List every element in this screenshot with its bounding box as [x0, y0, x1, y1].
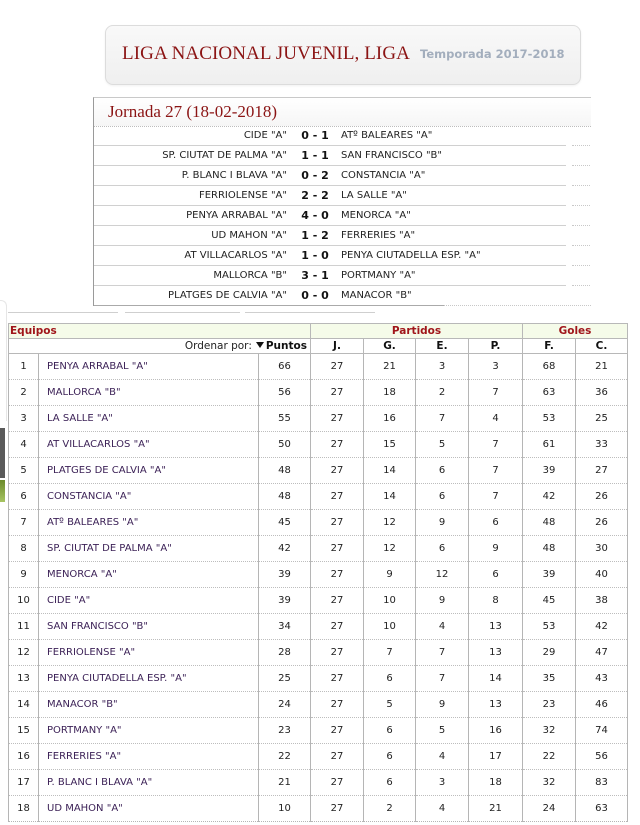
points-cell: 56: [259, 380, 311, 406]
position-cell: 6: [9, 484, 39, 510]
points-cell: 34: [259, 614, 311, 640]
drawn-cell: 3: [416, 770, 469, 796]
played-cell: 27: [311, 432, 364, 458]
lost-cell: 6: [469, 562, 523, 588]
position-cell: 1: [9, 354, 39, 380]
points-cell: 48: [259, 458, 311, 484]
lost-cell: 14: [469, 666, 523, 692]
goals-for-cell: 45: [523, 588, 576, 614]
goals-for-cell: 24: [523, 796, 576, 822]
position-cell: 15: [9, 718, 39, 744]
goals-for-cell: 42: [523, 484, 576, 510]
drawn-cell: 3: [416, 354, 469, 380]
goals-for-cell: 35: [523, 666, 576, 692]
drawn-cell: 9: [416, 510, 469, 536]
table-row: [9, 458, 628, 484]
column-drawn[interactable]: E.: [416, 339, 469, 354]
match-score[interactable]: 0 - 0: [301, 289, 329, 302]
lost-cell: 7: [469, 484, 523, 510]
home-team[interactable]: AT VILLACARLOS "A": [184, 250, 287, 261]
away-team[interactable]: MANACOR "B": [341, 290, 412, 301]
goals-against-cell: 43: [576, 666, 628, 692]
goals-for-cell: 63: [523, 380, 576, 406]
position-cell: 3: [9, 406, 39, 432]
lost-cell: 21: [469, 796, 523, 822]
match-row[interactable]: [94, 166, 591, 186]
played-cell: 27: [311, 796, 364, 822]
points-cell: 50: [259, 432, 311, 458]
drawn-cell: 5: [416, 718, 469, 744]
side-panel-edge: [0, 300, 7, 421]
position-cell: 2: [9, 380, 39, 406]
drawn-cell: 6: [416, 484, 469, 510]
home-team[interactable]: CIDE "A": [243, 130, 287, 141]
won-cell: 14: [364, 484, 416, 510]
away-team[interactable]: CONSTANCIA "A": [341, 170, 426, 181]
position-cell: 12: [9, 640, 39, 666]
lost-cell: 17: [469, 744, 523, 770]
team-name-cell[interactable]: AT VILLACARLOS "A": [39, 432, 259, 458]
goals-for-cell: 48: [523, 510, 576, 536]
drawn-cell: 4: [416, 614, 469, 640]
sort-desc-icon[interactable]: [256, 342, 264, 348]
won-cell: 9: [364, 562, 416, 588]
played-cell: 27: [311, 614, 364, 640]
away-team[interactable]: SAN FRANCISCO "B": [341, 150, 443, 161]
won-cell: 21: [364, 354, 416, 380]
table-row: [9, 718, 628, 744]
home-team[interactable]: FERRIOLENSE "A": [198, 190, 287, 201]
drawn-cell: 5: [416, 432, 469, 458]
home-team[interactable]: MALLORCA "B": [213, 270, 287, 281]
position-cell: 11: [9, 614, 39, 640]
points-cell: 39: [259, 588, 311, 614]
points-cell: 45: [259, 510, 311, 536]
lost-cell: 13: [469, 614, 523, 640]
goals-against-cell: 27: [576, 458, 628, 484]
match-row[interactable]: [94, 266, 591, 286]
position-cell: 18: [9, 796, 39, 822]
match-row[interactable]: [94, 146, 591, 166]
goals-against-cell: 63: [576, 796, 628, 822]
position-cell: 8: [9, 536, 39, 562]
goals-for-cell: 32: [523, 770, 576, 796]
points-cell: 24: [259, 692, 311, 718]
group-header-row: [9, 324, 628, 339]
drawn-cell: 9: [416, 588, 469, 614]
goals-against-cell: 36: [576, 380, 628, 406]
played-cell: 27: [311, 770, 364, 796]
played-cell: 27: [311, 458, 364, 484]
played-cell: 27: [311, 380, 364, 406]
won-cell: 12: [364, 510, 416, 536]
team-name-cell[interactable]: SAN FRANCISCO "B": [39, 614, 259, 640]
lost-cell: 4: [469, 406, 523, 432]
won-cell: 2: [364, 796, 416, 822]
drawn-cell: 9: [416, 692, 469, 718]
away-team[interactable]: MENORCA "A": [341, 210, 411, 221]
drawn-cell: 6: [416, 458, 469, 484]
team-name-cell[interactable]: ATº BALEARES "A": [39, 510, 259, 536]
won-cell: 10: [364, 614, 416, 640]
table-row: [9, 692, 628, 718]
match-score[interactable]: 1 - 1: [301, 149, 329, 162]
matchday-results: [93, 97, 591, 306]
table-row: [9, 666, 628, 692]
away-team[interactable]: PENYA CIUTADELLA ESP. "A": [341, 250, 481, 261]
column-played[interactable]: J.: [311, 339, 364, 354]
points-cell: 55: [259, 406, 311, 432]
team-name-cell[interactable]: PENYA ARRABAL "A": [39, 354, 259, 380]
drawn-cell: 7: [416, 406, 469, 432]
goals-for-cell: 39: [523, 562, 576, 588]
lost-cell: 8: [469, 588, 523, 614]
position-cell: 13: [9, 666, 39, 692]
goals-against-cell: 21: [576, 354, 628, 380]
played-cell: 27: [311, 692, 364, 718]
goals-against-cell: 26: [576, 484, 628, 510]
played-cell: 27: [311, 536, 364, 562]
team-name-cell[interactable]: CIDE "A": [39, 588, 259, 614]
played-cell: 27: [311, 354, 364, 380]
side-image-fragment-dark: [0, 428, 5, 478]
points-cell: 10: [259, 796, 311, 822]
position-cell: 5: [9, 458, 39, 484]
match-row[interactable]: [94, 186, 591, 206]
home-team[interactable]: UD MAHON "A": [211, 230, 287, 241]
position-cell: 7: [9, 510, 39, 536]
drawn-cell: 7: [416, 640, 469, 666]
team-name-cell[interactable]: FERRERIES "A": [39, 744, 259, 770]
team-name-cell[interactable]: MANACOR "B": [39, 692, 259, 718]
goals-against-cell: 47: [576, 640, 628, 666]
won-cell: 6: [364, 718, 416, 744]
lost-cell: 16: [469, 718, 523, 744]
points-cell: 28: [259, 640, 311, 666]
points-cell: 48: [259, 484, 311, 510]
side-image-fragment-green: [0, 480, 5, 502]
goals-against-cell: 33: [576, 432, 628, 458]
goals-for-cell: 53: [523, 614, 576, 640]
points-cell: 39: [259, 562, 311, 588]
match-row[interactable]: [94, 206, 591, 226]
table-row: [9, 406, 628, 432]
table-row: [9, 484, 628, 510]
goals-against-cell: 83: [576, 770, 628, 796]
won-cell: 6: [364, 666, 416, 692]
home-team[interactable]: SP. CIUTAT DE PALMA "A": [162, 150, 287, 161]
match-score[interactable]: 2 - 2: [301, 189, 329, 202]
table-row: [9, 562, 628, 588]
matchday-title-bar: [94, 98, 591, 127]
drawn-cell: 12: [416, 562, 469, 588]
won-cell: 7: [364, 640, 416, 666]
lost-cell: 13: [469, 640, 523, 666]
played-cell: 27: [311, 510, 364, 536]
league-title: LIGA NACIONAL JUVENIL, LIGA: [122, 43, 411, 64]
goals-against-cell: 46: [576, 692, 628, 718]
goals-for-cell: 32: [523, 718, 576, 744]
drawn-cell: 6: [416, 536, 469, 562]
sort-field-points[interactable]: Puntos: [265, 340, 307, 352]
goals-against-cell: 42: [576, 614, 628, 640]
position-cell: 17: [9, 770, 39, 796]
position-cell: 9: [9, 562, 39, 588]
match-score[interactable]: 3 - 1: [301, 269, 329, 282]
matchday-bottom-border: [94, 305, 444, 306]
match-score[interactable]: 0 - 2: [301, 169, 329, 182]
team-name-cell[interactable]: MALLORCA "B": [39, 380, 259, 406]
teams-group-header: Equipos: [9, 324, 311, 339]
match-score[interactable]: 4 - 0: [301, 209, 329, 222]
match-score[interactable]: 0 - 1: [301, 129, 329, 142]
drawn-cell: 2: [416, 380, 469, 406]
match-row[interactable]: [94, 226, 591, 246]
goals-against-cell: 74: [576, 718, 628, 744]
column-header-row: [9, 339, 628, 354]
goals-for-cell: 29: [523, 640, 576, 666]
position-cell: 16: [9, 744, 39, 770]
won-cell: 16: [364, 406, 416, 432]
standings-table: [8, 323, 628, 822]
lost-cell: 7: [469, 380, 523, 406]
divider: [245, 312, 375, 313]
played-cell: 27: [311, 562, 364, 588]
won-cell: 14: [364, 458, 416, 484]
points-cell: 66: [259, 354, 311, 380]
goals-for-cell: 61: [523, 432, 576, 458]
divider: [125, 312, 240, 313]
team-name-cell[interactable]: CONSTANCIA "A": [39, 484, 259, 510]
team-name-cell[interactable]: MENORCA "A": [39, 562, 259, 588]
team-name-cell[interactable]: PLATGES DE CALVIA "A": [39, 458, 259, 484]
goals-against-cell: 30: [576, 536, 628, 562]
team-name-cell[interactable]: PENYA CIUTADELLA ESP. "A": [39, 666, 259, 692]
goals-for-cell: 39: [523, 458, 576, 484]
team-name-cell[interactable]: FERRIOLENSE "A": [39, 640, 259, 666]
lost-cell: 18: [469, 770, 523, 796]
goals-group-header: Goles: [523, 324, 628, 339]
matches-group-header: Partidos: [311, 324, 523, 339]
home-team[interactable]: PENYA ARRABAL "A": [186, 210, 287, 221]
league-header: [105, 25, 581, 85]
won-cell: 12: [364, 536, 416, 562]
table-row: [9, 510, 628, 536]
away-team[interactable]: LA SALLE "A": [341, 190, 407, 201]
goals-for-cell: 22: [523, 744, 576, 770]
points-cell: 42: [259, 536, 311, 562]
table-row: [9, 744, 628, 770]
divider: [8, 312, 118, 313]
table-row: [9, 536, 628, 562]
won-cell: 6: [364, 744, 416, 770]
column-won[interactable]: G.: [364, 339, 416, 354]
goals-for-cell: 68: [523, 354, 576, 380]
sort-control[interactable]: [9, 339, 311, 354]
lost-cell: 7: [469, 432, 523, 458]
position-cell: 4: [9, 432, 39, 458]
table-row: [9, 614, 628, 640]
lost-cell: 9: [469, 536, 523, 562]
table-row: [9, 432, 628, 458]
table-row: [9, 588, 628, 614]
away-team[interactable]: ATº BALEARES "A": [341, 130, 433, 141]
lost-cell: 7: [469, 458, 523, 484]
table-row: [9, 380, 628, 406]
column-goals-against[interactable]: C.: [576, 339, 628, 354]
match-row[interactable]: [94, 126, 591, 146]
goals-against-cell: 40: [576, 562, 628, 588]
table-row: [9, 770, 628, 796]
goals-against-cell: 26: [576, 510, 628, 536]
position-cell: 10: [9, 588, 39, 614]
position-cell: 14: [9, 692, 39, 718]
lost-cell: 3: [469, 354, 523, 380]
table-row: [9, 796, 628, 822]
sort-label: Ordenar por:: [184, 340, 252, 352]
goals-for-cell: 23: [523, 692, 576, 718]
won-cell: 15: [364, 432, 416, 458]
team-name-cell[interactable]: LA SALLE "A": [39, 406, 259, 432]
played-cell: 27: [311, 588, 364, 614]
goals-against-cell: 25: [576, 406, 628, 432]
goals-for-cell: 53: [523, 406, 576, 432]
match-row[interactable]: [94, 286, 591, 306]
points-cell: 22: [259, 744, 311, 770]
matchday-title: Jornada 27 (18-02-2018): [108, 102, 278, 121]
season-label: Temporada 2017-2018: [420, 47, 565, 61]
match-score[interactable]: 1 - 0: [301, 249, 329, 262]
drawn-cell: 4: [416, 744, 469, 770]
points-cell: 25: [259, 666, 311, 692]
column-lost[interactable]: P.: [469, 339, 523, 354]
won-cell: 10: [364, 588, 416, 614]
played-cell: 27: [311, 718, 364, 744]
drawn-cell: 7: [416, 666, 469, 692]
team-name-cell[interactable]: P. BLANC I BLAVA "A": [39, 770, 259, 796]
team-name-cell[interactable]: PORTMANY "A": [39, 718, 259, 744]
won-cell: 6: [364, 770, 416, 796]
points-cell: 23: [259, 718, 311, 744]
lost-cell: 13: [469, 692, 523, 718]
home-team[interactable]: P. BLANC I BLAVA "A": [181, 170, 287, 181]
goals-against-cell: 38: [576, 588, 628, 614]
drawn-cell: 4: [416, 796, 469, 822]
column-goals-for[interactable]: F.: [523, 339, 576, 354]
goals-against-cell: 56: [576, 744, 628, 770]
match-row[interactable]: [94, 246, 591, 266]
played-cell: 27: [311, 406, 364, 432]
team-name-cell[interactable]: UD MAHON "A": [39, 796, 259, 822]
played-cell: 27: [311, 666, 364, 692]
lost-cell: 6: [469, 510, 523, 536]
away-team[interactable]: FERRERIES "A": [341, 230, 416, 241]
table-row: [9, 354, 628, 380]
won-cell: 18: [364, 380, 416, 406]
played-cell: 27: [311, 484, 364, 510]
home-team[interactable]: PLATGES DE CALVIA "A": [168, 290, 287, 301]
played-cell: 27: [311, 640, 364, 666]
played-cell: 27: [311, 744, 364, 770]
team-name-cell[interactable]: SP. CIUTAT DE PALMA "A": [39, 536, 259, 562]
points-cell: 21: [259, 770, 311, 796]
match-score[interactable]: 1 - 2: [301, 229, 329, 242]
won-cell: 5: [364, 692, 416, 718]
away-team[interactable]: PORTMANY "A": [341, 270, 416, 281]
goals-for-cell: 48: [523, 536, 576, 562]
table-row: [9, 640, 628, 666]
